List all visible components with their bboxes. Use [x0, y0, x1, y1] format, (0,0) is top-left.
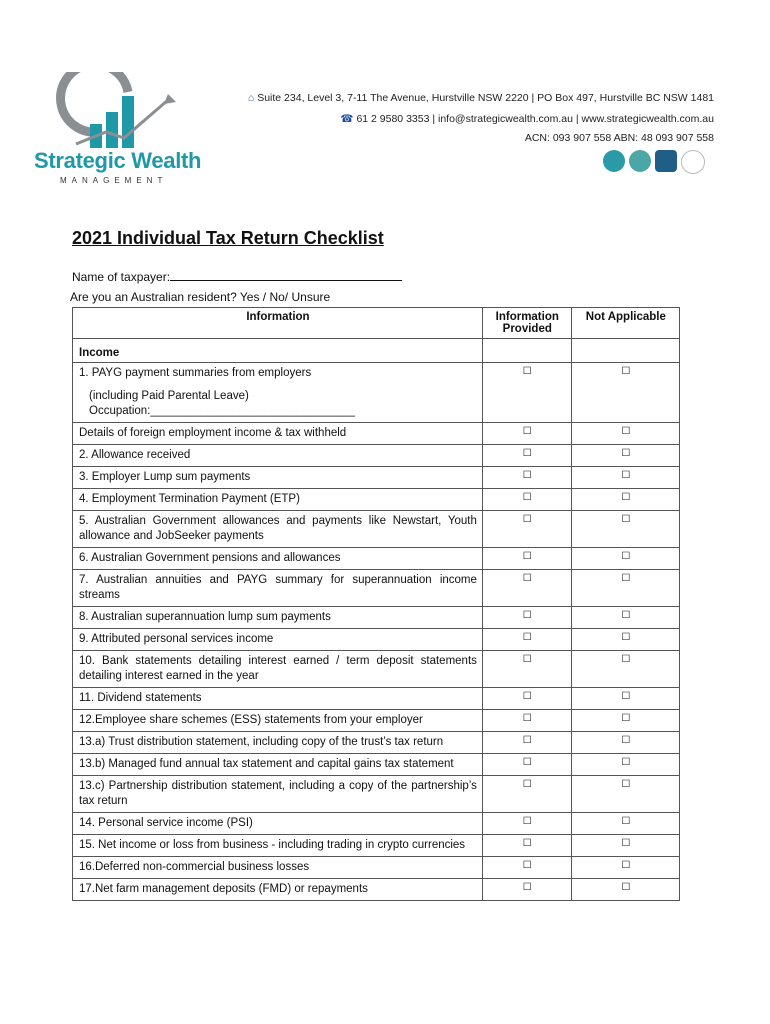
table-row [73, 835, 680, 857]
provided-checkbox[interactable]: ☐ [482, 363, 571, 423]
provided-checkbox[interactable]: ☐ [482, 835, 571, 857]
row-description: 3. Employer Lump sum payments [73, 467, 483, 489]
table-row [73, 363, 680, 423]
table-row [73, 857, 680, 879]
provided-checkbox[interactable]: ☐ [482, 570, 571, 607]
not-applicable-checkbox[interactable]: ☐ [571, 754, 679, 776]
accreditation-badges [603, 150, 705, 174]
checklist-table [72, 307, 680, 901]
row-description: 2. Allowance received [73, 445, 483, 467]
table-row [73, 548, 680, 570]
provided-checkbox[interactable]: ☐ [482, 511, 571, 548]
abn-line: ACN: 093 907 558 ABN: 48 093 907 558 [524, 132, 714, 144]
row-description: 4. Employment Termination Payment (ETP) [73, 489, 483, 511]
taxpayer-name-line[interactable] [170, 268, 402, 281]
provided-checkbox[interactable]: ☐ [482, 857, 571, 879]
address-line: ⌂ Suite 234, Level 3, 7-11 The Avenue, Hurstville NSW 2220 | PO Box 497, Hurstville BC NSW 1481 [247, 92, 714, 104]
not-applicable-checkbox[interactable]: ☐ [571, 445, 679, 467]
row-description: 17.Net farm management deposits (FMD) or repayments [73, 879, 483, 901]
provided-checkbox[interactable]: ☐ [482, 489, 571, 511]
page-title: 2021 Individual Tax Return Checklist [72, 228, 384, 248]
home-icon: ⌂ [247, 92, 255, 104]
provided-checkbox[interactable]: ☐ [482, 548, 571, 570]
smsf-badge-icon [655, 150, 677, 172]
provided-checkbox[interactable]: ☐ [482, 629, 571, 651]
provided-checkbox[interactable]: ☐ [482, 813, 571, 835]
row-description: 16.Deferred non-commercial business losses [73, 857, 483, 879]
provided-checkbox[interactable]: ☐ [482, 879, 571, 901]
header-not-applicable: Not Applicable [571, 308, 679, 339]
provided-checkbox[interactable]: ☐ [482, 776, 571, 813]
not-applicable-checkbox[interactable]: ☐ [571, 710, 679, 732]
table-row [73, 688, 680, 710]
badge-icon [629, 150, 651, 172]
row-description: 1. PAYG payment summaries from employers (including Paid Parental Leave) Occupation:________________________________ [73, 363, 483, 423]
provided-checkbox[interactable]: ☐ [482, 423, 571, 445]
table-row [73, 879, 680, 901]
not-applicable-checkbox[interactable]: ☐ [571, 732, 679, 754]
table-row [73, 489, 680, 511]
not-applicable-checkbox[interactable]: ☐ [571, 363, 679, 423]
table-row [73, 776, 680, 813]
not-applicable-checkbox[interactable]: ☐ [571, 651, 679, 688]
row-description: 9. Attributed personal services income [73, 629, 483, 651]
not-applicable-checkbox[interactable]: ☐ [571, 489, 679, 511]
row-description: Details of foreign employment income & tax withheld [73, 423, 483, 445]
phone-email-line: ☎ 61 2 9580 3353 | info@strategicwealth.com.au | www.strategicwealth.com.au [340, 113, 714, 125]
provided-checkbox[interactable]: ☐ [482, 651, 571, 688]
not-applicable-checkbox[interactable]: ☐ [571, 835, 679, 857]
row-description: 15. Net income or loss from business - including trading in crypto currencies [73, 835, 483, 857]
table-row [73, 732, 680, 754]
table-row [73, 710, 680, 732]
phone-icon: ☎ [340, 113, 354, 125]
provided-checkbox[interactable]: ☐ [482, 607, 571, 629]
taxpayer-name-field[interactable]: Name of taxpayer: [72, 268, 402, 284]
table-row [73, 813, 680, 835]
header-information-provided: Information Provided [482, 308, 571, 339]
table-row [73, 651, 680, 688]
row-description: 11. Dividend statements [73, 688, 483, 710]
not-applicable-checkbox[interactable]: ☐ [571, 548, 679, 570]
row-description: 8. Australian superannuation lump sum payments [73, 607, 483, 629]
table-row [73, 629, 680, 651]
not-applicable-checkbox[interactable]: ☐ [571, 776, 679, 813]
not-applicable-checkbox[interactable]: ☐ [571, 423, 679, 445]
not-applicable-checkbox[interactable]: ☐ [571, 467, 679, 489]
provided-checkbox[interactable]: ☐ [482, 732, 571, 754]
not-applicable-checkbox[interactable]: ☐ [571, 607, 679, 629]
row-description: 10. Bank statements detailing interest earned / term deposit statements detailing interest earned in the year [73, 651, 483, 688]
table-row [73, 570, 680, 607]
row-description: 14. Personal service income (PSI) [73, 813, 483, 835]
provided-checkbox[interactable]: ☐ [482, 467, 571, 489]
badge-icon [603, 150, 625, 172]
not-applicable-checkbox[interactable]: ☐ [571, 511, 679, 548]
row-description: 6. Australian Government pensions and allowances [73, 548, 483, 570]
association-badge-icon [681, 150, 705, 174]
row-description: 13.a) Trust distribution statement, including copy of the trust’s tax return [73, 732, 483, 754]
table-row [73, 445, 680, 467]
provided-checkbox[interactable]: ☐ [482, 710, 571, 732]
table-row [73, 423, 680, 445]
not-applicable-checkbox[interactable]: ☐ [571, 629, 679, 651]
not-applicable-checkbox[interactable]: ☐ [571, 688, 679, 710]
logo-subtitle: MANAGEMENT [60, 176, 168, 185]
row-description: 13.c) Partnership distribution statement, including a copy of the partnership’s tax return [73, 776, 483, 813]
not-applicable-checkbox[interactable]: ☐ [571, 879, 679, 901]
resident-question: Are you an Australian resident? Yes / No/ Unsure [70, 290, 331, 304]
not-applicable-checkbox[interactable]: ☐ [571, 857, 679, 879]
table-row [73, 511, 680, 548]
table-row [73, 467, 680, 489]
not-applicable-checkbox[interactable]: ☐ [571, 570, 679, 607]
row-description: 7. Australian annuities and PAYG summary for superannuation income streams [73, 570, 483, 607]
section-row [73, 339, 680, 363]
provided-checkbox[interactable]: ☐ [482, 754, 571, 776]
row-description: 12.Employee share schemes (ESS) statements from your employer [73, 710, 483, 732]
table-row [73, 607, 680, 629]
row-description: 13.b) Managed fund annual tax statement and capital gains tax statement [73, 754, 483, 776]
logo-name: Strategic Wealth [34, 148, 202, 173]
header-information: Information [73, 308, 483, 339]
not-applicable-checkbox[interactable]: ☐ [571, 813, 679, 835]
provided-checkbox[interactable]: ☐ [482, 445, 571, 467]
provided-checkbox[interactable]: ☐ [482, 688, 571, 710]
section-label-income: Income [73, 339, 483, 363]
table-row [73, 754, 680, 776]
row-description: 5. Australian Government allowances and payments like Newstart, Youth allowance and JobSeeker payments [73, 511, 483, 548]
